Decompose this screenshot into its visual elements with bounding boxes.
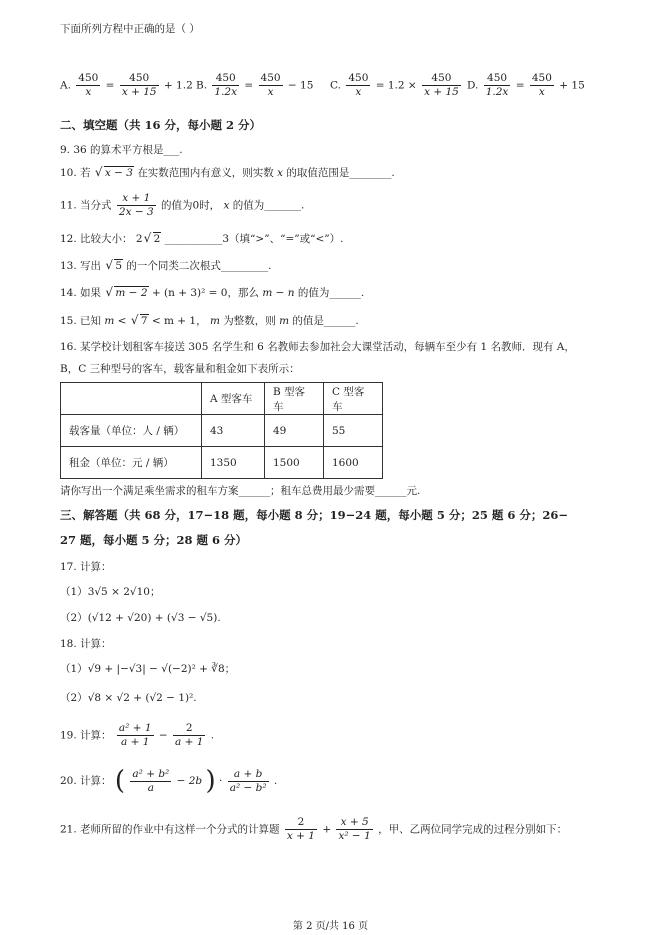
question-17-part-1: （1）3√5 × 2√10； bbox=[60, 586, 161, 598]
question-10: 10. 若 √ x − 3 在实数范围内有意义，则实数 x 的取值范围是________. bbox=[60, 166, 395, 180]
question-12: 12. 比较大小： 2√ 2 ___________3（填“>”、“=”或“<”）. bbox=[60, 232, 343, 246]
fraction: $\frac{450}{x}$ bbox=[531, 72, 552, 98]
question-13: 13. 写出 √ 5 的一个同类二次根式_________. bbox=[60, 259, 272, 273]
sqrt-symbol: √ 5 bbox=[105, 259, 123, 273]
sqrt-symbol: √ 7 bbox=[131, 314, 149, 328]
question-16-line-1: 16. 某学校计划租客车接送 305 名学生和 6 名教师去参加社会大课堂活动，每辆车至少有 1 名教师．现有 A， bbox=[60, 341, 575, 353]
question-11: 11. 当分式 $\frac{x + 1}{2x - 3}$ 的值为0时， x 的值为_______. bbox=[60, 192, 305, 218]
sqrt-symbol: √ 2 bbox=[144, 232, 162, 246]
fraction: $\frac{450}{x + 15}$ bbox=[121, 72, 157, 98]
question-16-answer-line: 请你写出一个满足乘坐需求的租车方案______；租车总费用最少需要______元. bbox=[60, 485, 421, 497]
fraction: $\frac{2}{a + 1}$ bbox=[175, 722, 204, 748]
question-19: 19. 计算： $\frac{\text{a² + 1}}{a + 1}$ − $\frac{2}{a + 1}$ . bbox=[60, 722, 215, 748]
table-header-cell: A 型客车 bbox=[202, 383, 265, 415]
fraction: $\frac{\text{a² + b²}}{a}$ bbox=[132, 767, 170, 794]
question-20: 20. 计算： ( $\frac{\text{a² + b²}}{a}$ − 2b ) · $\frac{a + b}{\text{a² − b²}}$ . bbox=[60, 766, 278, 796]
fraction: $\frac{2}{x + 1}$ bbox=[286, 816, 315, 842]
table-cell: 租金（单位：元 / 辆） bbox=[61, 447, 202, 479]
table-cell: 1600 bbox=[324, 447, 383, 479]
option-b: B. $\frac{450}{1.2x}$ = $\frac{450}{x}$ − 15 bbox=[196, 72, 314, 98]
table-cell: 1350 bbox=[202, 447, 265, 479]
question-8-prompt: 下面所列方程中正确的是（ ） bbox=[60, 23, 200, 35]
fraction: $\frac{\text{a² + 1}}{a + 1}$ bbox=[118, 722, 152, 748]
fraction: $\frac{450}{x}$ bbox=[260, 72, 281, 98]
table-header-cell: B 型客车 bbox=[265, 383, 324, 415]
fraction: $\frac{a + b}{\text{a² − b²}}$ bbox=[229, 767, 267, 794]
table-cell: 55 bbox=[324, 415, 383, 447]
question-15: 15. 已知 m < √ 7 < m + 1， m 为整数，则 m 的值是______. bbox=[60, 314, 359, 328]
table-header-row bbox=[61, 383, 383, 415]
bus-rental-table bbox=[60, 382, 383, 479]
question-18-title: 18. 计算： bbox=[60, 638, 112, 650]
fraction: $\frac{450}{x}$ bbox=[348, 72, 369, 98]
question-9: 9. 36 的算术平方根是___. bbox=[60, 144, 183, 156]
table-row bbox=[61, 447, 383, 479]
question-14: 14. 如果 √ m − 2 + (n + 3)² = 0，那么 m − n 的值为______. bbox=[60, 286, 364, 300]
section-3-heading-line-2: 27 题，每小题 5 分；28 题 6 分） bbox=[60, 533, 248, 547]
question-21: 21. 老师所留的作业中有这样一个分式的计算题 $\frac{2}{x + 1}$ + $\frac{x + 5}{\text{x² − 1}}$ ，甲、乙两位同学完成的过程分别如下： bbox=[60, 816, 568, 842]
option-d: D. $\frac{450}{1.2x}$ = $\frac{450}{x}$ + 15 bbox=[467, 72, 585, 98]
table-cell: 1500 bbox=[265, 447, 324, 479]
sqrt-symbol: √ m − 2 bbox=[105, 286, 148, 300]
option-a: A. $\frac{450}{x}$ = $\frac{450}{x + 15}$ + 1.2 bbox=[60, 72, 193, 98]
table-cell: 43 bbox=[202, 415, 265, 447]
question-17-part-2: （2）(√12 + √20) + (√3 − √5). bbox=[60, 612, 221, 624]
question-16-line-2: B，C 三种型号的客车，载客量和租金如下表所示： bbox=[60, 363, 300, 375]
table-cell: 载客量（单位：人 / 辆） bbox=[61, 415, 202, 447]
table-header-cell: C 型客车 bbox=[324, 383, 383, 415]
fraction: $\frac{450}{x + 15}$ bbox=[424, 72, 459, 98]
section-3-heading-line-1: 三、解答题（共 68 分，17−18 题，每小题 8 分；19−24 题，每小题 5 分；25 题 6 分；26− bbox=[60, 508, 568, 522]
page-footer: 第 2 页/共 16 页 bbox=[292, 921, 369, 932]
fraction: $\frac{450}{1.2x}$ bbox=[485, 72, 509, 98]
fraction: $\frac{x + 1}{2x - 3}$ bbox=[118, 192, 154, 218]
question-18-part-2: （2）√8 × √2 + (√2 − 1)². bbox=[60, 692, 197, 704]
section-2-heading: 二、填空题（共 16 分，每小题 2 分） bbox=[60, 118, 262, 132]
question-18-part-1: （1）√9 + |−√3| − √(−2)² + ∛8； bbox=[60, 663, 236, 675]
fraction: $\frac{450}{x}$ bbox=[78, 72, 99, 98]
question-17-title: 17. 计算： bbox=[60, 561, 112, 573]
fraction: $\frac{450}{1.2x}$ bbox=[214, 72, 238, 98]
table-cell: 49 bbox=[265, 415, 324, 447]
table-header-cell bbox=[61, 383, 202, 415]
fraction: $\frac{x + 5}{\text{x² − 1}}$ bbox=[338, 816, 371, 842]
option-c: C. $\frac{450}{x}$ = 1.2 × $\frac{450}{x + 15}$ bbox=[330, 72, 459, 98]
sqrt-symbol: √ x − 3 bbox=[95, 166, 134, 180]
table-row bbox=[61, 415, 383, 447]
